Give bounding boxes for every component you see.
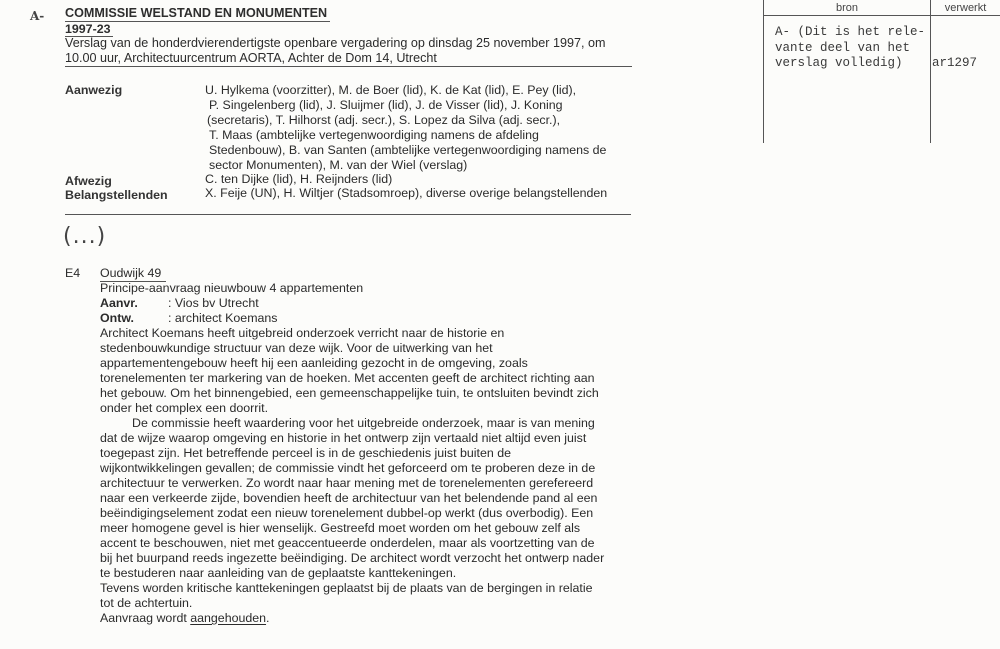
meeting-description-line: Verslag van de honderdvierendertigste openbare vergadering op dinsdag 25 november 1997, om [65,36,606,50]
decision [100,611,645,626]
meeting-description [65,36,645,66]
paragraph-line: appartementengebouw heeft hij een aanleiding gezocht in de omgeving, zoals [100,356,528,370]
paragraph-line: onder het complex een doorrit. [100,401,269,415]
paragraph-line: Architect Koemans heeft uitgebreid onderzoek verricht naar de historie en [100,326,505,340]
paragraph-line: wijkontwikkelingen gevallen; de commissie vindt het geforceerd om te proberen deze in de [100,461,596,475]
omission-marker: (...) [63,224,107,249]
present-line: sector Monumenten), M. van der Wiel (verslag) [209,158,468,172]
applicant-value: : Vios bv Utrecht [168,296,259,310]
paragraph-remarks [100,581,645,611]
paragraph-line: stedenbouwkundige structuur van deze wijk. Voor de uitwerking van het [100,341,493,355]
stakeholders-label: Belangstellenden [65,188,168,202]
source-note: A- (Dit is het rele- vante deel van het verslag volledig) [775,25,926,70]
present-label: Aanwezig [65,83,123,97]
present-list [205,83,635,173]
paragraph-line: architectuur te verwerken. Zo wordt naar haar mening met de torenelementen gerefereerd [100,476,594,490]
document-number: 1997-23 [65,22,111,36]
paragraph-line: beëindigingselement zodat een nieuw torenelement dubbel-op werkt (dus overbodig). Een [100,506,594,520]
designer-value: : architect Koemans [168,311,278,325]
item-subtitle: Principe-aanvraag nieuwbouw 4 appartementen [100,281,364,295]
table-border-middle [930,0,931,143]
attendance-rule [65,214,631,215]
designer-label: Ontw. [100,311,134,325]
present-line: Stedenbouw), B. van Santen (ambtelijke vertegenwoordiging namens de [209,143,607,157]
processed-code: ar1297 [932,56,978,70]
paragraph-line: tot de achtertuin. [100,596,193,610]
column-header-verwerkt: verwerkt [944,2,987,14]
paragraph-line: torenelementen ter markering van de hoeken. Met accenten geeft de architect richting aan [100,371,595,385]
margin-mark: A- [30,9,45,23]
designer-row [100,311,645,326]
header-rule [65,66,632,67]
paragraph-line: naar een verkeerde zijde, bovendien heeft de architectuur van het belendende pand al een [100,491,598,505]
absent-label: Afwezig [65,174,112,188]
paragraph-line: De commissie heeft waardering voor het uitgebreide onderzoek, maar is van mening [132,416,595,430]
paragraph-line: bij het buurpand reeds ingezette beëindiging. De architect wordt verzocht het ontwerp nader [100,551,605,565]
paragraph-assessment [100,416,645,581]
paragraph-line: Tevens worden kritische kanttekeningen geplaatst bij de plaats van de bergingen in relatie [100,581,593,595]
item-code: E4 [65,266,81,280]
stakeholders-value: X. Feije (UN), H. Wiltjer (Stadsomroep), diverse overige belangstellenden [205,186,608,200]
paragraph-line: toegepast zijn. Het betreffende perceel is in de geschiedenis juist buiten de [100,446,511,460]
absent-value: C. ten Dijke (lid), H. Reijnders (lid) [205,172,393,186]
meeting-description-line: 10.00 uur, Architectuurcentrum AORTA, Achter de Dom 14, Utrecht [65,51,437,65]
paragraph-line: meer homogene gevel is hier wenselijk. Gestreefd moet worden om het gebouw zelf als [100,521,581,535]
item-body [100,281,645,626]
applicant-label: Aanvr. [100,296,138,310]
paragraph-line: te bestuderen naar aanleiding van de geplaatste kanttekeningen. [100,566,457,580]
item-title: Oudwijk 49 [100,266,162,280]
present-line: (secretaris), T. Hilhorst (adj. secr.), S. Lopez da Silva (adj. secr.), [207,113,561,127]
paragraph-line: het gebouw. Om het binnengebied, een gemeenschappelijke tuin, te ontsluiten bevindt zich [100,386,599,400]
paragraph-line: dat de wijze waarop omgeving en historie in het ontwerp zijn vertaald niet altijd even juist [100,431,587,445]
table-border-left [763,0,764,143]
decision-prefix: Aanvraag wordt [100,611,191,625]
present-line: T. Maas (ambtelijke vertegenwoordiging namens de afdeling [209,128,539,142]
paragraph-description [100,326,645,416]
present-line: U. Hylkema (voorzitter), M. de Boer (lid), K. de Kat (lid), E. Pey (lid), [205,83,577,97]
decision-value: aangehouden [190,611,267,625]
document-title: COMMISSIE WELSTAND EN MONUMENTEN [65,6,328,20]
present-line: P. Singelenberg (lid), J. Sluijmer (lid), J. de Visser (lid), J. Koning [209,98,563,112]
decision-suffix: . [266,611,270,625]
paragraph-line: accent te beschouwen, niet met geaccentueerde onderdelen, maar als voortzetting van de [100,536,595,550]
column-header-bron: bron [835,2,859,14]
applicant-row [100,296,645,311]
